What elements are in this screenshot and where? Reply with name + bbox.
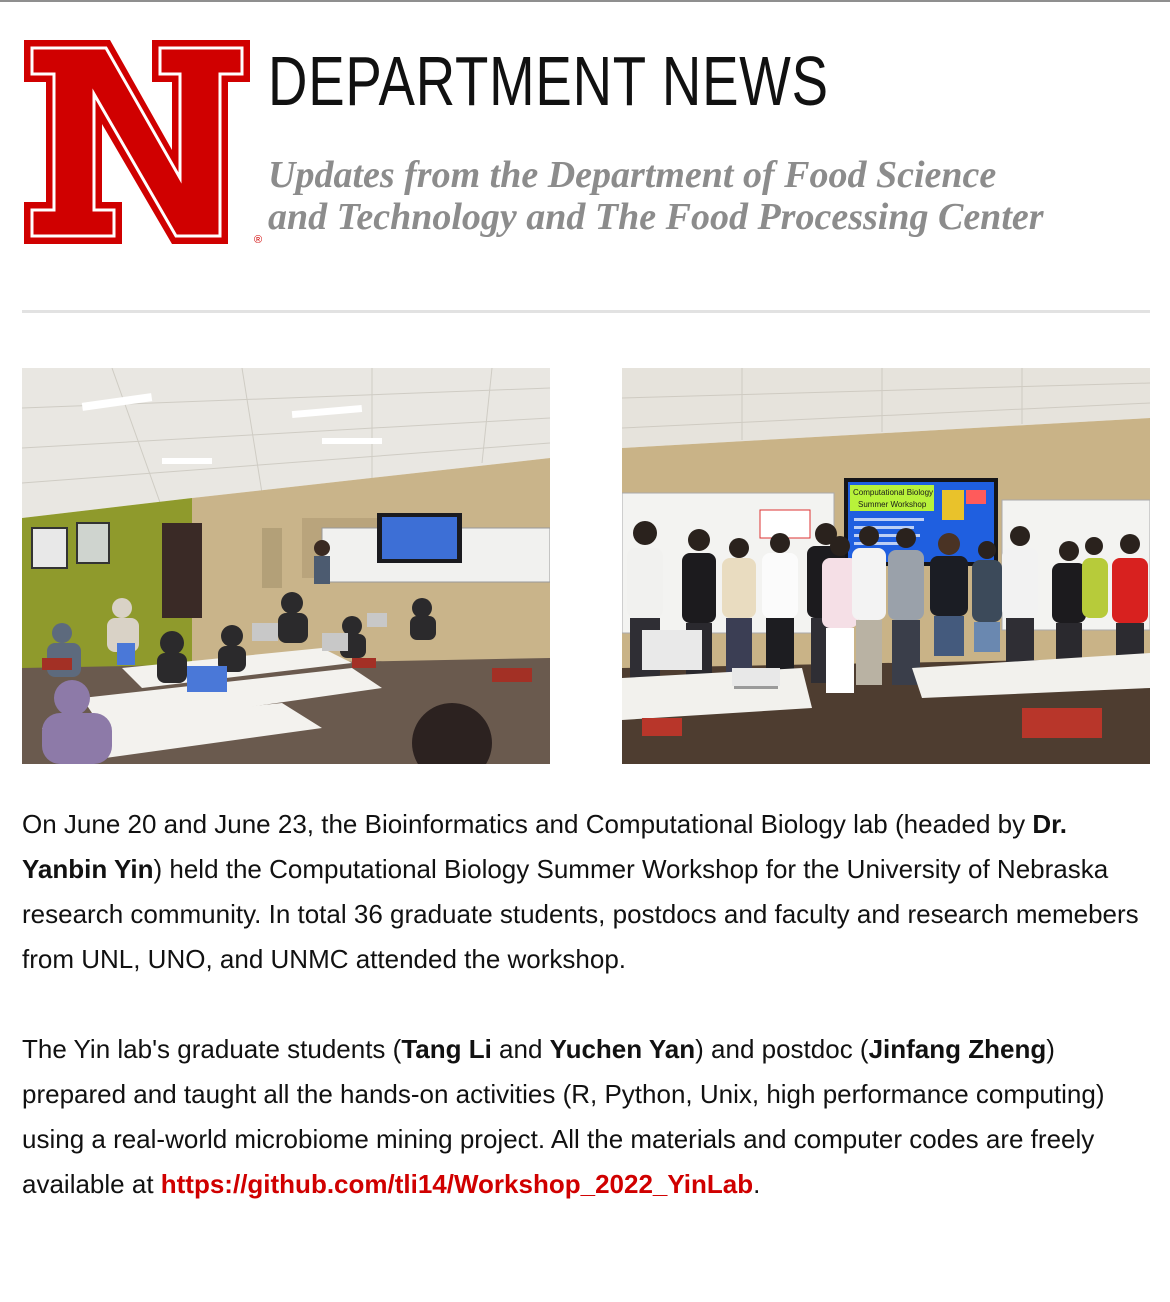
- newsletter-header: [22, 38, 1152, 248]
- top-border: [0, 0, 1170, 2]
- group-photo: [622, 368, 1150, 764]
- article-text: ) prepared and taught all the hands-on activities (R, Python, Unix, high performance computing) using a real-world microbiome mining project. All the materials and computer codes are freely available at: [22, 1034, 1105, 1199]
- slide-title-line-2: Summer Workshop: [858, 500, 927, 509]
- page-subtitle: [268, 154, 1044, 238]
- subtitle-line-1: Updates from the Department of Food Science: [268, 154, 997, 196]
- article-bold-name: Yuchen Yan: [549, 1034, 696, 1064]
- article-text: ) held the Computational Biology Summer Workshop for the University of Nebraska research community. In total 36 graduate students, postdocs and faculty and research memebers from UNL, UNO, and UNMC attended the workshop.: [22, 854, 1139, 974]
- slide-title-line-1: Computational Biology: [853, 488, 934, 497]
- article-paragraph-1: [22, 802, 1150, 982]
- article-text: and: [491, 1034, 550, 1064]
- subtitle-line-2: and Technology and The Food Processing Center: [268, 196, 1044, 238]
- article-text: On June 20 and June 23, the Bioinformatics and Computational Biology lab (headed by: [22, 809, 1033, 839]
- article-text: .: [753, 1169, 761, 1199]
- classroom-photo: [22, 368, 550, 764]
- registered-mark: ®: [254, 234, 263, 246]
- article-bold-name: Jinfang Zheng: [868, 1034, 1047, 1064]
- article-paragraph-2: [22, 1027, 1150, 1207]
- nebraska-n-logo: [22, 38, 252, 246]
- article-text: ) and postdoc (: [695, 1034, 869, 1064]
- page-title: DEPARTMENT NEWS: [268, 42, 829, 120]
- article-bold-name: Tang Li: [401, 1034, 492, 1064]
- article-bold-name: Dr. Yanbin Yin: [22, 809, 1068, 884]
- github-link[interactable]: https://github.com/tli14/Workshop_2022_YinLab: [160, 1169, 754, 1199]
- article-text: The Yin lab's graduate students (: [22, 1034, 402, 1064]
- header-divider: [22, 310, 1150, 313]
- article-body: [22, 802, 1150, 1207]
